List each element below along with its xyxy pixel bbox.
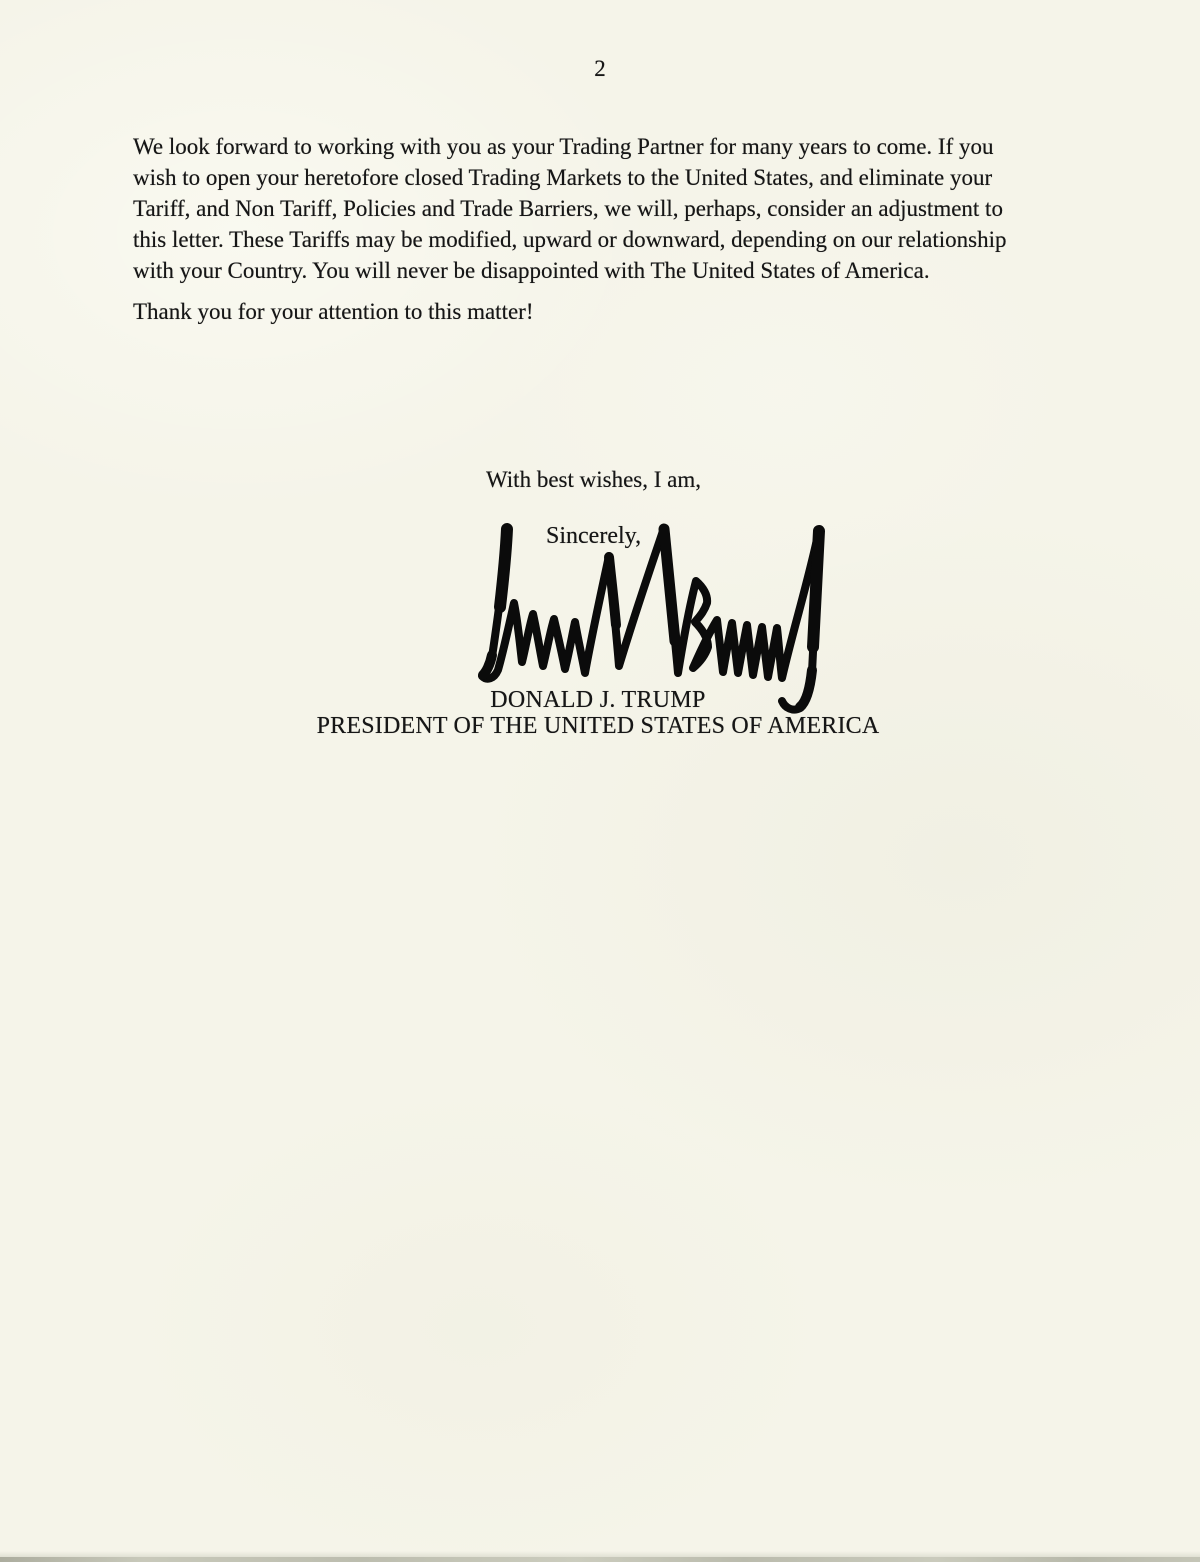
page-number: 2	[594, 56, 606, 81]
signoff-line: Sincerely,	[546, 523, 642, 549]
trump-signature	[465, 505, 855, 715]
body-paragraph-2: Thank you for your attention to this matter!	[133, 299, 534, 324]
paragraph-line-5: with your Country. You will never be disappointed with The United States of America.	[133, 258, 930, 283]
paragraph-line-3: Tariff, and Non Tariff, Policies and Trade Barriers, we will, perhaps, consider an adjustment to	[133, 196, 1003, 221]
scan-bottom-edge	[0, 1557, 1200, 1562]
valediction-line: With best wishes, I am,	[486, 467, 701, 492]
paragraph-line-2: wish to open your heretofore closed Trading Markets to the United States, and eliminate your	[133, 165, 993, 190]
signer-title: PRESIDENT OF THE UNITED STATES OF AMERICA	[316, 713, 880, 739]
signer-name: DONALD J. TRUMP	[490, 687, 706, 713]
paragraph-line-1: We look forward to working with you as your Trading Partner for many years to come. If you	[133, 134, 994, 159]
paragraph-line-4: this letter. These Tariffs may be modified, upward or downward, depending on our relationship	[133, 227, 1007, 252]
body-paragraph-1	[133, 131, 1063, 286]
